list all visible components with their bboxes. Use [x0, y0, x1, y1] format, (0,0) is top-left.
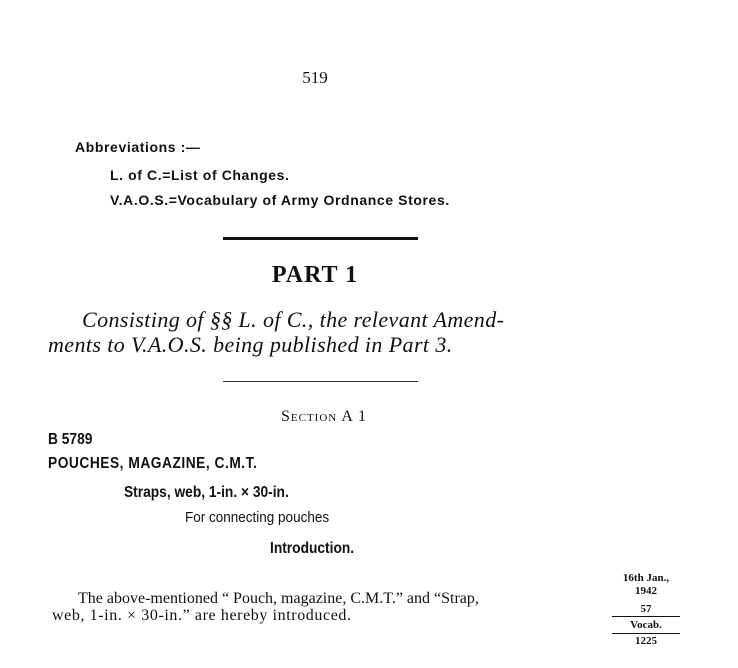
item-title: POUCHES, MAGAZINE, C.M.T. — [48, 455, 258, 472]
body-text-line: The above-mentioned “ Pouch, magazine, C.M.T.” and “Strap, — [78, 590, 479, 607]
sub-item-title: Straps, web, 1-in. × 30-in. — [124, 484, 289, 501]
introduction-heading: Introduction. — [270, 540, 355, 557]
section-title: Section A 1 — [280, 408, 367, 425]
margin-note-rule — [612, 616, 680, 617]
part-description-line: ments to V.A.O.S. being published in Part 3. — [48, 332, 453, 357]
thin-divider — [223, 381, 418, 382]
page-number: 519 — [302, 68, 328, 87]
abbreviation-item: L. of C.=List of Changes. — [110, 167, 290, 183]
abbreviations-heading: Abbreviations :— — [75, 139, 201, 155]
catalog-number: B 5789 — [48, 431, 93, 448]
body-text-line: web, 1-in. × 30-in.” are hereby introduced. — [52, 607, 352, 624]
thick-divider — [223, 237, 418, 240]
margin-note-rule — [612, 633, 680, 634]
part-title: PART 1 — [271, 262, 359, 288]
margin-note-number: 57 — [640, 603, 652, 615]
margin-note-reference: Vocab. — [630, 619, 662, 631]
abbreviation-item: V.A.O.S.=Vocabulary of Army Ordnance Stores. — [110, 192, 450, 208]
part-description-line: Consisting of §§ L. of C., the relevant Amend- — [82, 307, 505, 332]
margin-note-date: 16th Jan., — [622, 572, 670, 584]
item-note: For connecting pouches — [185, 509, 330, 526]
margin-note-number: 1225 — [635, 635, 657, 647]
margin-note-year: 1942 — [635, 585, 657, 597]
